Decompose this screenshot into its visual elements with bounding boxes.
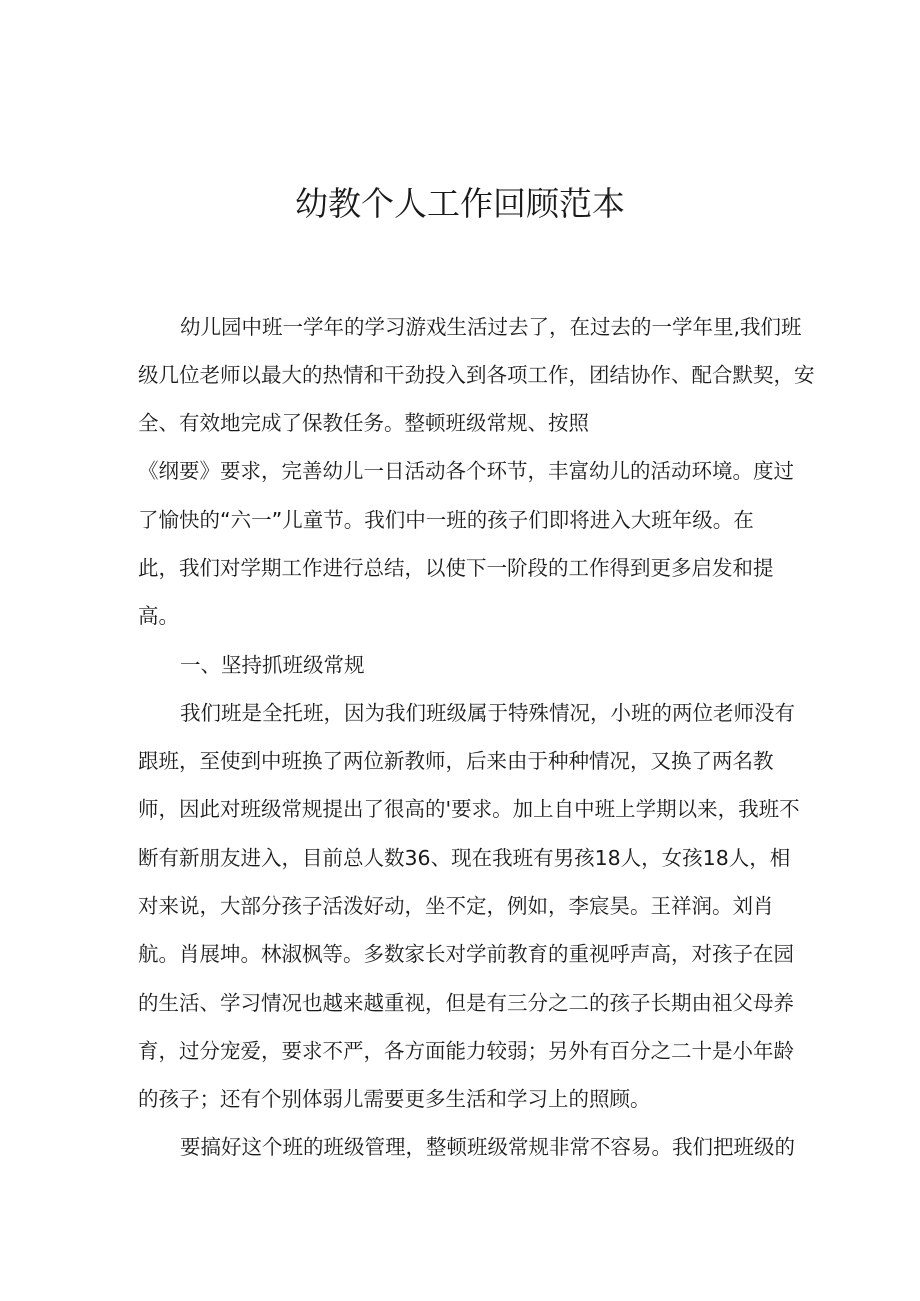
paragraph-1-line-7: 高。 [138,604,179,628]
paragraph-1-line-1: 幼儿园中班一学年的学习游戏生活过去了，在过去的一学年里,我们班 [180,315,802,339]
paragraph-2-line-9: 的孩子；还有个别体弱儿需要更多生活和学习上的照顾。 [138,1087,651,1111]
paragraph-2-line-6: 航。肖展坤。林淑枫等。多数家长对学前教育的重视呼声高，对孩子在园 [138,942,794,966]
paragraph-1-line-5: 了愉快的“六一”儿童节。我们中一班的孩子们即将进入大班年级。在 [138,508,754,532]
paragraph-1-line-2: 级几位老师以最大的热情和干劲投入到各项工作，团结协作、配合默契，安 [138,363,815,387]
paragraph-2-line-3: 师，因此对班级常规提出了很高的'要求。加上自中班上学期以来，我班不 [138,797,800,821]
paragraph-2-line-5: 对来说，大部分孩子活泼好动，坐不定，例如，李宸昊。王祥润。刘肖 [138,894,774,918]
document-title: 幼教个人工作回顾范本 [295,184,625,224]
paragraph-1-line-6: 此，我们对学期工作进行总结，以使下一阶段的工作得到更多启发和提 [138,556,774,580]
paragraph-1-line-3: 全、有效地完成了保教任务。整顿班级常规、按照 [138,411,589,435]
paragraph-2-line-2: 跟班，至使到中班换了两位新教师，后来由于种种情况，又换了两名教 [138,749,774,773]
section-1-heading: 一、坚持抓班级常规 [180,653,365,677]
paragraph-3-line-1: 要搞好这个班的班级管理，整顿班级常规非常不容易。我们把班级的 [180,1135,795,1159]
paragraph-2-line-7: 的生活、学习情况也越来越重视，但是有三分之二的孩子长期由祖父母养 [138,991,794,1015]
paragraph-2-line-8: 育，过分宠爱，要求不严，各方面能力较弱；另外有百分之二十是小年龄 [138,1039,794,1063]
paragraph-1-line-4: 《纲要》要求，完善幼儿一日活动各个环节，丰富幼儿的活动环境。度过 [138,459,794,483]
paragraph-2-line-1: 我们班是全托班，因为我们班级属于特殊情况，小班的两位老师没有 [180,701,795,725]
paragraph-2-line-4: 断有新朋友进入，目前总人数36、现在我班有男孩18人，女孩18人，相 [138,846,791,870]
